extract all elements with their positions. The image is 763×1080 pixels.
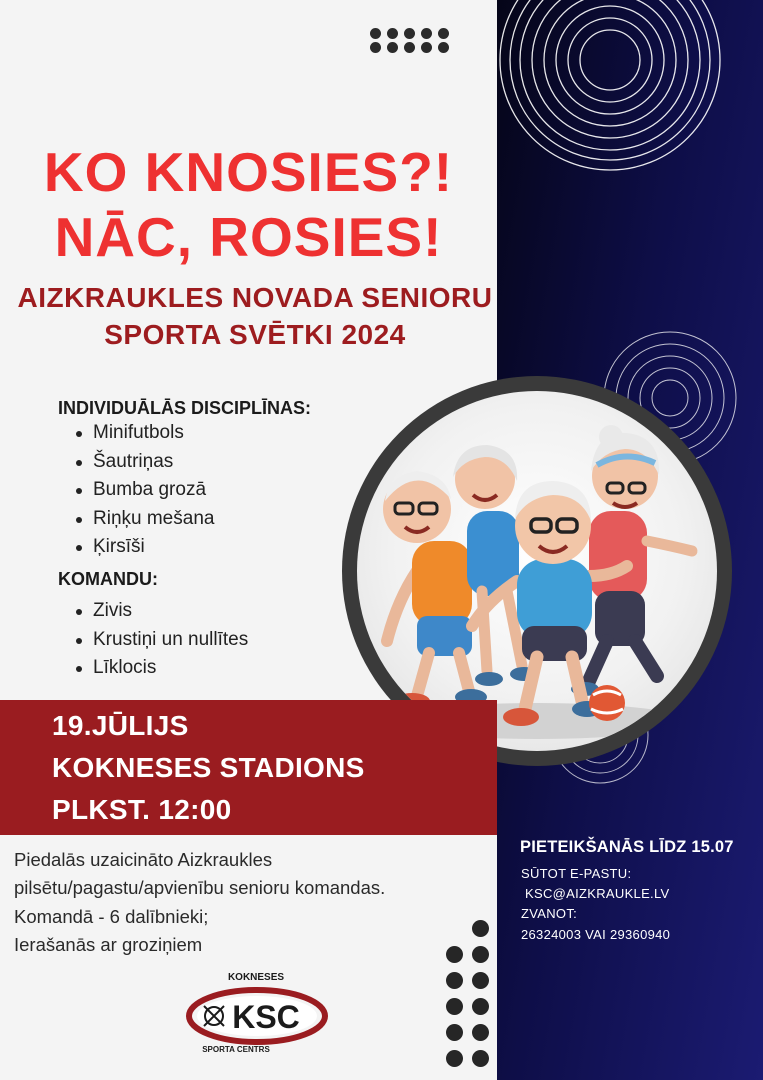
subtitle-line-2: SPORTA SVĒTKI 2024: [104, 319, 406, 350]
team-disciplines-title: KOMANDU:: [58, 569, 158, 589]
list-item: Zivis: [74, 597, 248, 626]
team-disciplines-list: [74, 597, 248, 683]
ksc-logo-icon: [184, 972, 330, 1056]
info-line: Piedalās uzaicināto Aizkraukles: [14, 849, 273, 870]
subtitle-line-1: AIZKRAUKLES NOVADA SENIORU: [17, 282, 493, 313]
seniors-illustration-icon: [357, 391, 717, 751]
info-line: Ierašanās ar groziņiem: [14, 934, 203, 956]
event-venue: KOKNESES STADIONS: [52, 752, 365, 783]
phone-numbers: 26324003 VAI 29360940: [521, 927, 671, 942]
decorative-dots-bottom: [442, 920, 494, 1070]
event-time: PLKST. 12:00: [52, 794, 232, 825]
list-item: Minifutbols: [74, 419, 214, 448]
participation-info: [14, 846, 499, 960]
info-line: Komandā - 6 dalībnieki;: [14, 905, 209, 927]
email-label: SŪTOT E-PASTU:: [521, 866, 632, 881]
list-item: Bumba grozā: [74, 476, 214, 505]
seniors-exercising-photo: [357, 391, 717, 751]
logo-mark: KSC: [232, 999, 300, 1035]
list-item: Šautriņas: [74, 448, 214, 477]
email-link[interactable]: KSC@AIZKRAUKLE.LV: [525, 886, 670, 901]
info-line: pilsētu/pagastu/apvienību senioru komandas.: [14, 877, 386, 899]
phone-label: ZVANOT:: [521, 906, 578, 921]
logo-bottom-text: SPORTA CENTRS: [202, 1045, 270, 1054]
event-date: 19.JŪLIJS: [52, 710, 189, 741]
list-item: Ķirsīši: [74, 533, 214, 562]
headline-line-1: KO KNOSIES?!: [43, 141, 454, 203]
headline-line-2: NĀC, ROSIES!: [54, 206, 443, 268]
decorative-dots-top: [370, 28, 452, 54]
registration-title: PIETEIKŠANĀS LĪDZ 15.07: [520, 838, 734, 856]
logo-top-text: KOKNESES: [227, 972, 285, 983]
individual-disciplines-list: [74, 419, 214, 562]
individual-disciplines-title: INDIVIDUĀLĀS DISCIPLĪNAS:: [58, 398, 312, 418]
list-item: Riņķu mešana: [74, 505, 214, 534]
list-item: Krustiņi un nullītes: [74, 626, 248, 655]
list-item: Līklocis: [74, 654, 248, 683]
ksc-logo: [184, 972, 330, 1056]
